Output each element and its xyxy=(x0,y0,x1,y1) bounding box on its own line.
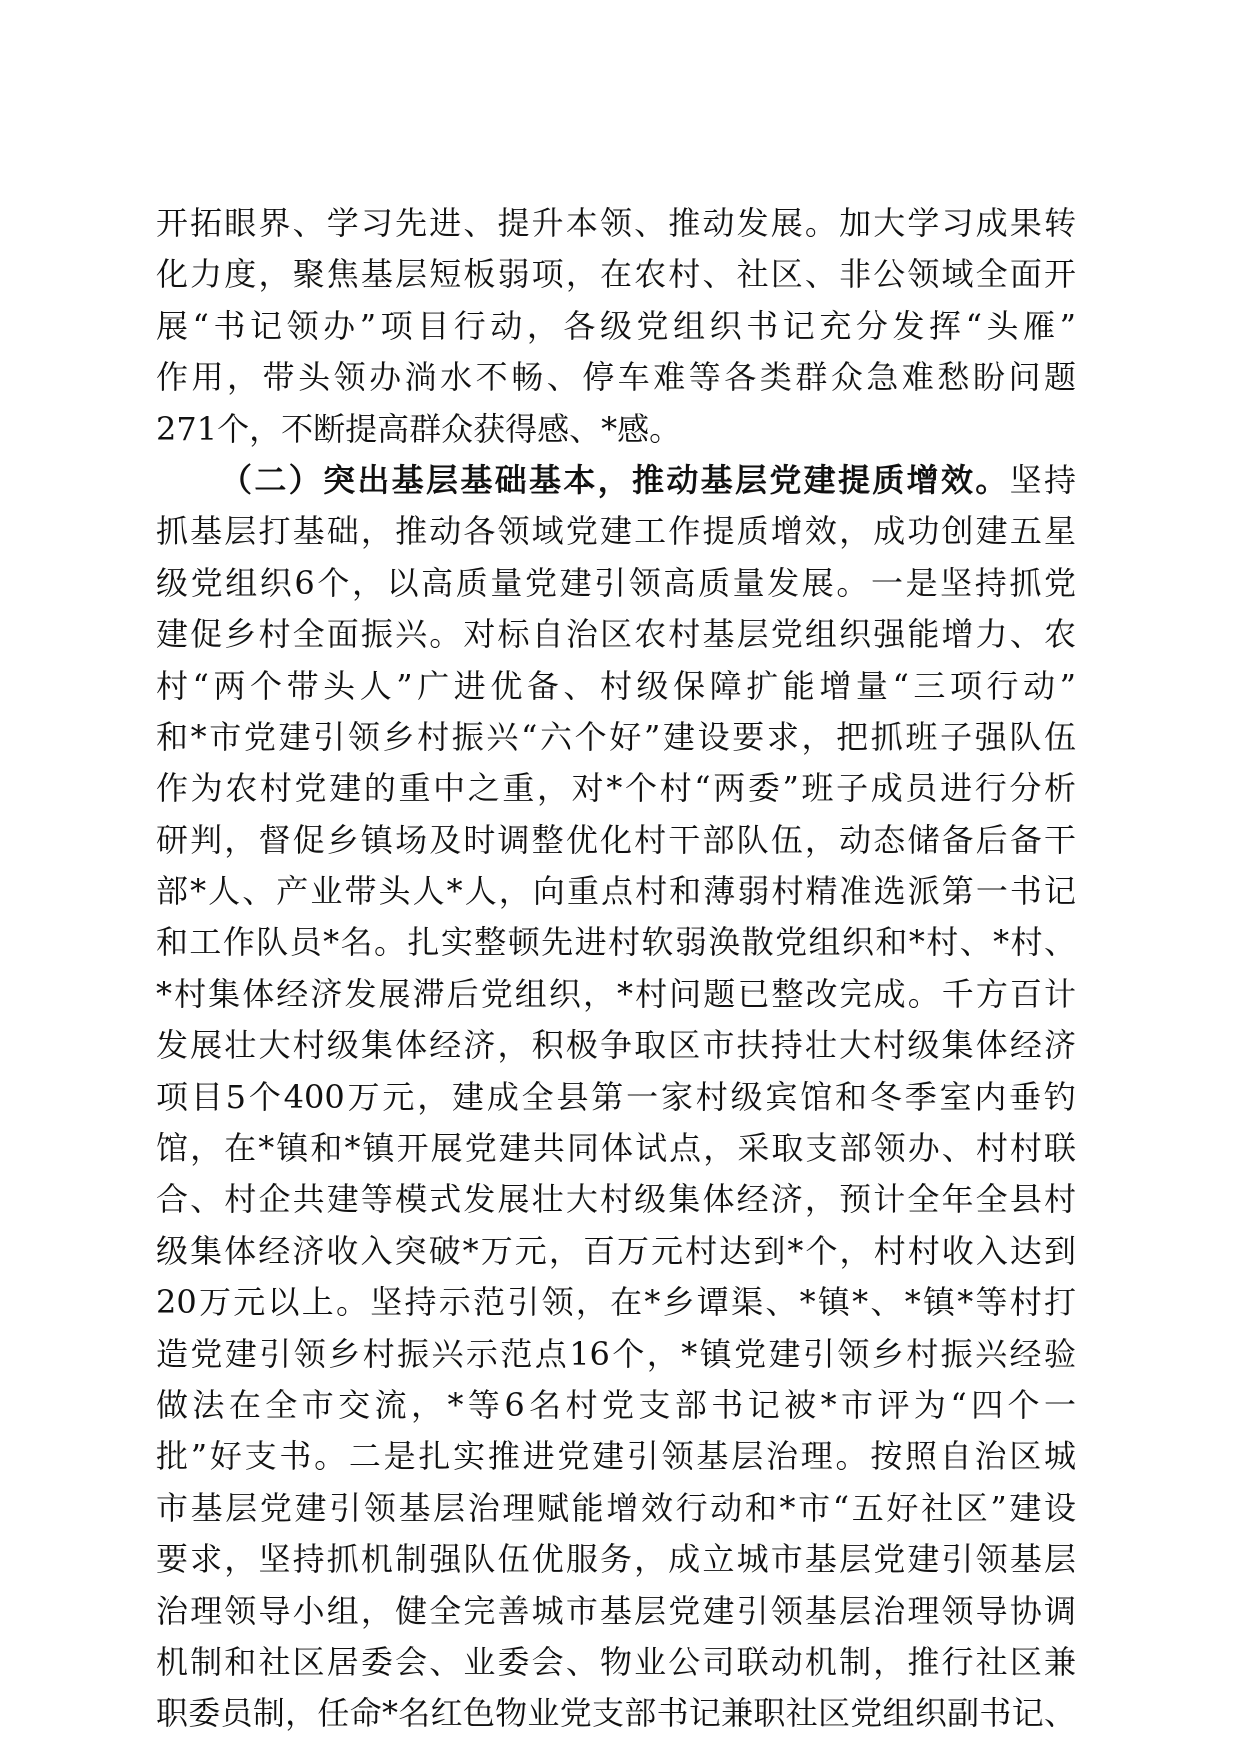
text-line: 级党组织6个，以高质量党建引领高质量发展。一是坚持抓党 xyxy=(156,563,1076,602)
text-line: 机制和社区居委会、业委会、物业公司联动机制，推行社区兼 xyxy=(156,1642,1076,1681)
text-line: 做法在全市交流，*等6名村党支部书记被*市评为“四个一 xyxy=(156,1385,1076,1424)
text-line: 造党建引领乡村振兴示范点16个，*镇党建引领乡村振兴经验 xyxy=(156,1334,1076,1373)
text-line: 建促乡村全面振兴。对标自治区农村基层党组织强能增力、农 xyxy=(156,615,1076,654)
text-line: 职委员制，任命*名红色物业党支部书记兼职社区党组织副书记、 xyxy=(156,1694,1076,1733)
text-line: 治理领导小组，健全完善城市基层党建引领基层治理领导协调 xyxy=(156,1591,1076,1630)
text-line: 研判，督促乡镇场及时调整优化村干部队伍，动态储备后备干 xyxy=(156,820,1076,859)
body-text xyxy=(156,198,1076,1740)
text-line: 部*人、产业带头人*人，向重点村和薄弱村精准选派第一书记 xyxy=(156,872,1076,911)
text-line: 20万元以上。坚持示范引领，在*乡谭渠、*镇*、*镇*等村打 xyxy=(156,1283,1076,1322)
text-line: 化力度，聚焦基层短板弱项，在农村、社区、非公领域全面开 xyxy=(156,255,1076,294)
section-heading: （二）突出基层基础基本，推动基层党建提质增效。 xyxy=(220,460,1010,499)
text-line: 271个，不断提高群众获得感、*感。 xyxy=(156,409,682,448)
text-line: 作用，带头领办淌水不畅、停车难等各类群众急难愁盼问题 xyxy=(156,358,1076,397)
text-line: 抓基层打基础，推动各领域党建工作提质增效，成功创建五星 xyxy=(156,512,1076,551)
text-line: 市基层党建引领基层治理赋能增效行动和*市“五好社区”建设 xyxy=(156,1488,1076,1527)
text-line: 合、村企共建等模式发展壮大村级集体经济，预计全年全县村 xyxy=(156,1180,1076,1219)
text-line: 展“书记领办”项目行动，各级党组织书记充分发挥“头雁” xyxy=(156,306,1076,345)
text-line: 级集体经济收入突破*万元，百万元村达到*个，村村收入达到 xyxy=(156,1231,1076,1270)
text-line: 和*市党建引领乡村振兴“六个好”建设要求，把抓班子强队伍 xyxy=(156,717,1076,756)
text-line: 开拓眼界、学习先进、提升本领、推动发展。加大学习成果转 xyxy=(156,204,1076,242)
text-line: 作为农村党建的重中之重，对*个村“两委”班子成员进行分析 xyxy=(156,769,1076,808)
text-line: 村“两个带头人”广进优备、村级保障扩能增量“三项行动” xyxy=(156,666,1076,705)
text-line: 项目5个400万元，建成全县第一家村级宾馆和冬季室内垂钓 xyxy=(156,1077,1076,1116)
heading-continuation: 坚持 xyxy=(1009,460,1076,499)
text-line: 要求，坚持抓机制强队伍优服务，成立城市基层党建引领基层 xyxy=(156,1540,1076,1579)
text-line: 发展壮大村级集体经济，积极争取区市扶持壮大村级集体经济 xyxy=(156,1026,1076,1065)
text-line: 和工作队员*名。扎实整顿先进村软弱涣散党组织和*村、*村、 xyxy=(156,923,1076,962)
text-line: 馆，在*镇和*镇开展党建共同体试点，采取支部领办、村村联 xyxy=(156,1129,1076,1168)
text-line: *村集体经济发展滞后党组织，*村问题已整改完成。千方百计 xyxy=(156,974,1076,1013)
text-line: 批”好支书。二是扎实推进党建引领基层治理。按照自治区城 xyxy=(156,1437,1076,1476)
section-heading-line xyxy=(156,455,1076,506)
